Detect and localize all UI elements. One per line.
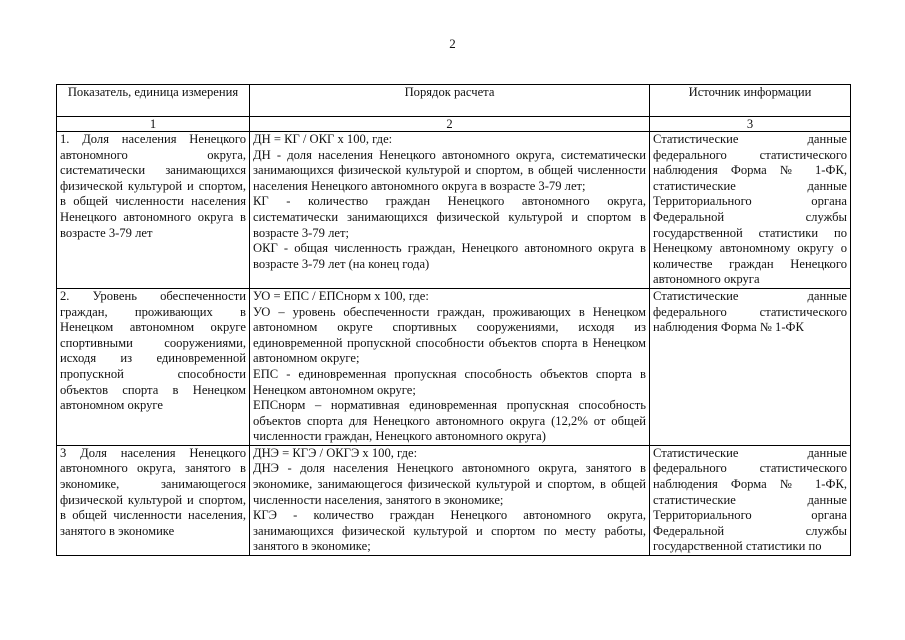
calculation-cell [250,288,650,445]
column-number-3: 3 [650,117,851,132]
definition-line: ОКГ - общая численность граждан, Ненецкого автономного округа в возрасте 3-79 лет (на конец года) [253,241,646,271]
column-number-1: 1 [57,117,250,132]
table-header-row [57,85,851,117]
definition-line: ЕПСнорм – нормативная единовременная пропускная способность объектов спорта для Ненецкого автономного округа (12,2% от общей численности граждан, Ненецкого автономного округа) [253,398,646,444]
indicator-cell: 1. Доля населения Ненецкого автономного округа, систематически занимающихся физической культурой и спортом, в общей численности населения Ненецкого автономного округа в возрасте 3-79 лет [57,132,250,289]
page-number: 2 [449,36,456,51]
table-row [57,445,851,555]
calculation-cell [250,445,650,555]
definition-line: КГЭ - количество граждан Ненецкого автономного округа, занимающихся физической культурой и спортом по месту работы, занятого в экономике; [253,508,646,554]
table-row [57,288,851,445]
column-number-2: 2 [250,117,650,132]
table-row [57,132,851,289]
indicator-cell: 2. Уровень обеспеченности граждан, проживающих в Ненецком автономном округе спортивными сооружениями, исходя из единовременной пропускной способности объектов спорта в Ненецком автономном округе [57,288,250,445]
definition-line: КГ - количество граждан Ненецкого автономного округа, систематически занимающихся физической культурой и спортом в возрасте 3-79 лет; [253,194,646,240]
indicators-table [56,84,851,556]
source-cell: Статистические данные федерального статистического наблюдения Форма № 1-ФК, статистические данные Территориального органа Федеральной службы государственной статистики по [650,445,851,555]
header-source: Источник информации [650,85,851,117]
header-calculation: Порядок расчета [250,85,650,117]
indicator-cell: 3 Доля населения Ненецкого автономного округа, занятого в экономике, занимающегося физической культурой и спортом, в общей численности населения, занятого в экономике [57,445,250,555]
source-cell: Статистические данные федерального статистического наблюдения Форма № 1-ФК, статистические данные Территориального органа Федеральной службы государственной статистики по Ненецкому автономному округу о количестве граждан Ненецкого автономного округа [650,132,851,289]
formula-line: УО = ЕПС / ЕПСнорм х 100, где: [253,288,429,303]
formula-line: ДНЭ = КГЭ / ОКГЭ х 100, где: [253,445,418,460]
source-cell: Статистические данные федерального статистического наблюдения Форма № 1-ФК [650,288,851,445]
definition-line: УО – уровень обеспеченности граждан, проживающих в Ненецком автономном округе спортивных сооружениями, исходя из единовременной пропускной способности объектов спорта в Ненецком автономном округе; [253,304,646,366]
calculation-cell [250,132,650,289]
formula-line: ДН = КГ / ОКГ х 100, где: [253,132,393,146]
definition-line: ДН - доля населения Ненецкого автономного округа, систематически занимающихся физической культурой и спортом, в общей численности населения Ненецкого автономного округа в возрасте 3-79 лет; [253,147,646,193]
header-indicator: Показатель, единица измерения [57,85,250,117]
column-number-row [57,117,851,132]
definition-line: ЕПС - единовременная пропускная способность объектов спорта в Ненецком автономном округе; [253,366,646,397]
definition-line: ДНЭ - доля населения Ненецкого автономного округа, занятого в экономике, занимающегося физической культурой и спортом, в общей численности населения, занятого в экономике; [253,461,646,507]
